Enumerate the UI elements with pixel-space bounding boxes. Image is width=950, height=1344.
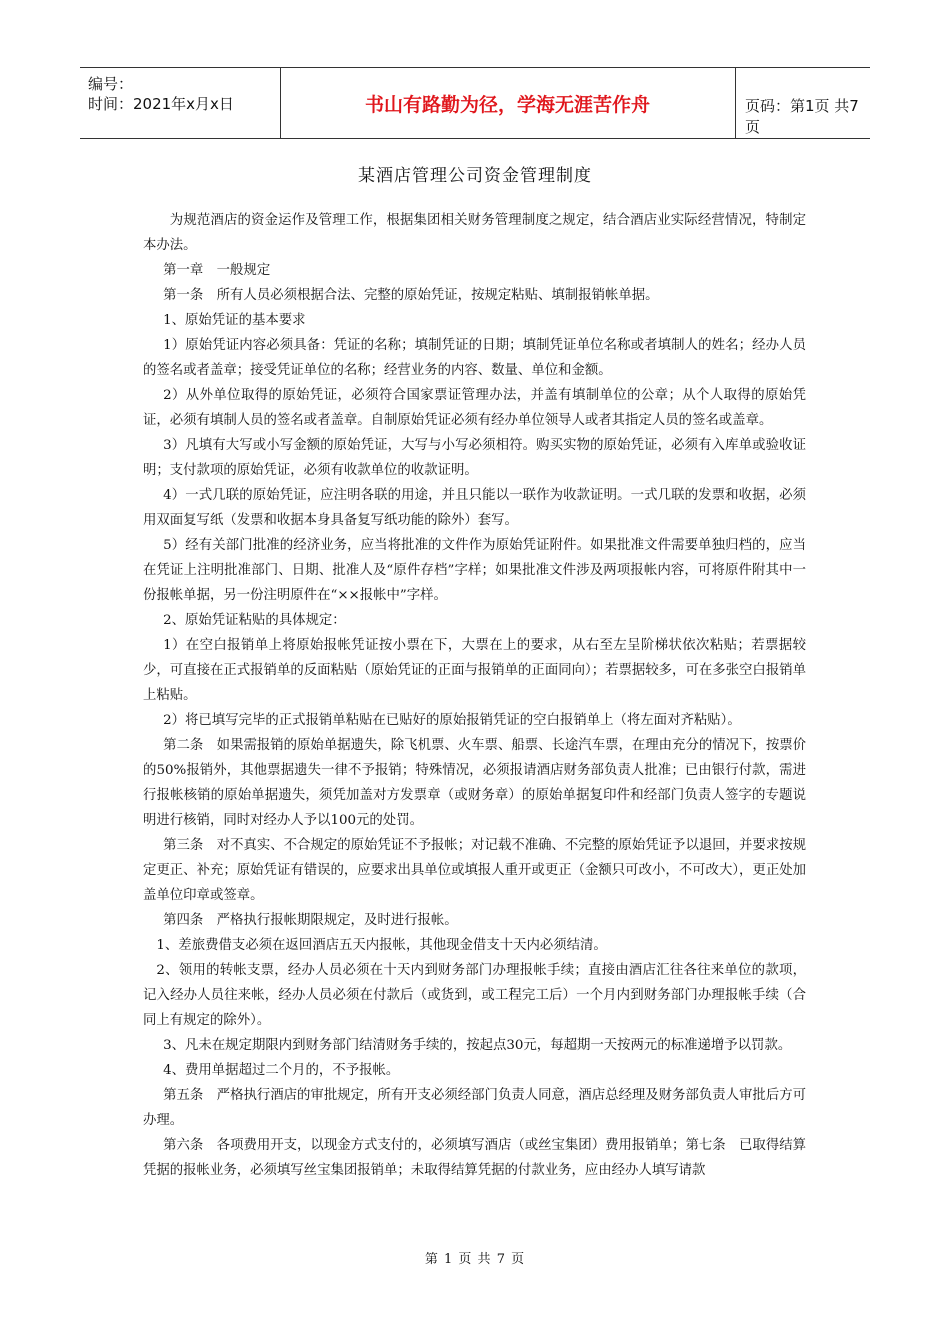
- paragraph: 2、领用的转帐支票，经办人员必须在十天内到财务部门办理报帐手续；直接由酒店汇往各往来单位的款项，记入经办人员往来帐，经办人员必须在付款后（或货到，或工程完工后）一个月内到财务部门办理报帐手续（合同上有规定的除外）。: [143, 963, 806, 1028]
- article-4: 第四条 严格执行报帐期限规定，及时进行报帐。: [163, 913, 458, 928]
- paragraph-intro: 为规范酒店的资金运作及管理工作，根据集团相关财务管理制度之规定，结合酒店业实际经营情况，特制定本办法。: [143, 213, 806, 253]
- header-page-info: 页码：第1页 共7页: [745, 97, 859, 136]
- paragraph: 2）将已填写完毕的正式报销单粘贴在已贴好的原始报销凭证的空白报销单上（将左面对齐粘贴）。: [163, 713, 741, 728]
- header-motto-cell: [280, 68, 736, 138]
- paragraph: 4）一式几联的原始凭证，应注明各联的用途，并且只能以一联作为收款证明。一式几联的发票和收据，必须用双面复写纸（发票和收据本身具备复写纸功能的除外）套写。: [143, 488, 806, 528]
- paragraph: 4、费用单据超过二个月的，不予报帐。: [163, 1063, 400, 1078]
- section-heading: 1、原始凭证的基本要求: [163, 313, 306, 328]
- article-5: 第五条 严格执行酒店的审批规定，所有开支必须经部门负责人同意，酒店总经理及财务部负责人审批后方可办理。: [143, 1088, 806, 1128]
- header-motto: 书山有路勤为径，学海无涯苦作舟: [364, 94, 650, 116]
- section-heading: 2、原始凭证粘贴的具体规定：: [163, 613, 346, 628]
- document-code-label: 编号：: [88, 75, 134, 93]
- paragraph: 3）凡填有大写或小写金额的原始凭证，大写与小写必须相符。购买实物的原始凭证，必须有入库单或验收证明；支付款项的原始凭证，必须有收款单位的收款证明。: [143, 438, 806, 478]
- paragraph: 1）原始凭证内容必须具备：凭证的名称；填制凭证的日期；填制凭证单位名称或者填制人的姓名；经办人员的签名或者盖章；接受凭证单位的名称；经营业务的内容、数量、单位和金额。: [143, 338, 806, 378]
- page-header: [80, 67, 870, 139]
- page-footer: 第 1 页 共 7 页: [424, 1252, 526, 1267]
- paragraph: 3、凡未在规定期限内到财务部门结清财务手续的，按起点30元，每超期一天按两元的标准递增予以罚款。: [163, 1038, 792, 1053]
- paragraph: 1、差旅费借支必须在返回酒店五天内报帐，其他现金借支十天内必须结清。: [156, 938, 607, 953]
- chapter-heading: 第一章 一般规定: [163, 263, 271, 278]
- document-body: [143, 208, 806, 1183]
- header-page-cell: [735, 68, 870, 138]
- paragraph: 1）在空白报销单上将原始报帐凭证按小票在下，大票在上的要求，从右至左呈阶梯状依次粘贴；若票据较少，可直接在正式报销单的反面粘贴（原始凭证的正面与报销单的正面同向）；若票据较多，可在多张空白报销单上粘贴。: [143, 638, 806, 703]
- document-title: 某酒店管理公司资金管理制度: [358, 166, 592, 186]
- article-6: 第六条 各项费用开支，以现金方式支付的，必须填写酒店（或丝宝集团）费用报销单；第七条 已取得结算凭据的报帐业务，必须填写丝宝集团报销单；未取得结算凭据的付款业务，应由经办人填写请款: [143, 1138, 806, 1178]
- article-1: 第一条 所有人员必须根据合法、完整的原始凭证，按规定粘贴、填制报销帐单据。: [163, 288, 659, 303]
- paragraph: 2）从外单位取得的原始凭证，必须符合国家票证管理办法，并盖有填制单位的公章；从个人取得的原始凭证，必须有填制人员的签名或者盖章。自制原始凭证必须有经办单位领导人或者其指定人员的签名或盖章。: [143, 388, 806, 428]
- article-3: 第三条 对不真实、不合规定的原始凭证不予报帐；对记载不准确、不完整的原始凭证予以退回，并要求按规定更正、补充；原始凭证有错误的，应要求出具单位或填报人重开或更正（金额只可改小，不可改大），更正处加盖单位印章或签章。: [143, 838, 806, 903]
- article-2: 第二条 如果需报销的原始单据遗失，除飞机票、火车票、船票、长途汽车票，在理由充分的情况下，按票价的50%报销外，其他票据遗失一律不予报销；特殊情况，必须报请酒店财务部负责人批准；已由银行付款，需进行报帐核销的原始单据遗失，须凭加盖对方发票章（或财务章）的原始单据复印件和经部门负责人签字的专题说明进行核销，同时对经办人予以100元的处罚。: [143, 738, 806, 828]
- paragraph: 5）经有关部门批准的经济业务，应当将批准的文件作为原始凭证附件。如果批准文件需要单独归档的，应当在凭证上注明批准部门、日期、批准人及“原件存档”字样；如果批准文件涉及两项报帐内容，可将原件附其中一份报帐单据，另一份注明原件在“××报帐中”字样。: [143, 538, 806, 603]
- header-info-cell: [80, 68, 281, 138]
- document-time-label: 时间：2021年x月x日: [88, 95, 234, 113]
